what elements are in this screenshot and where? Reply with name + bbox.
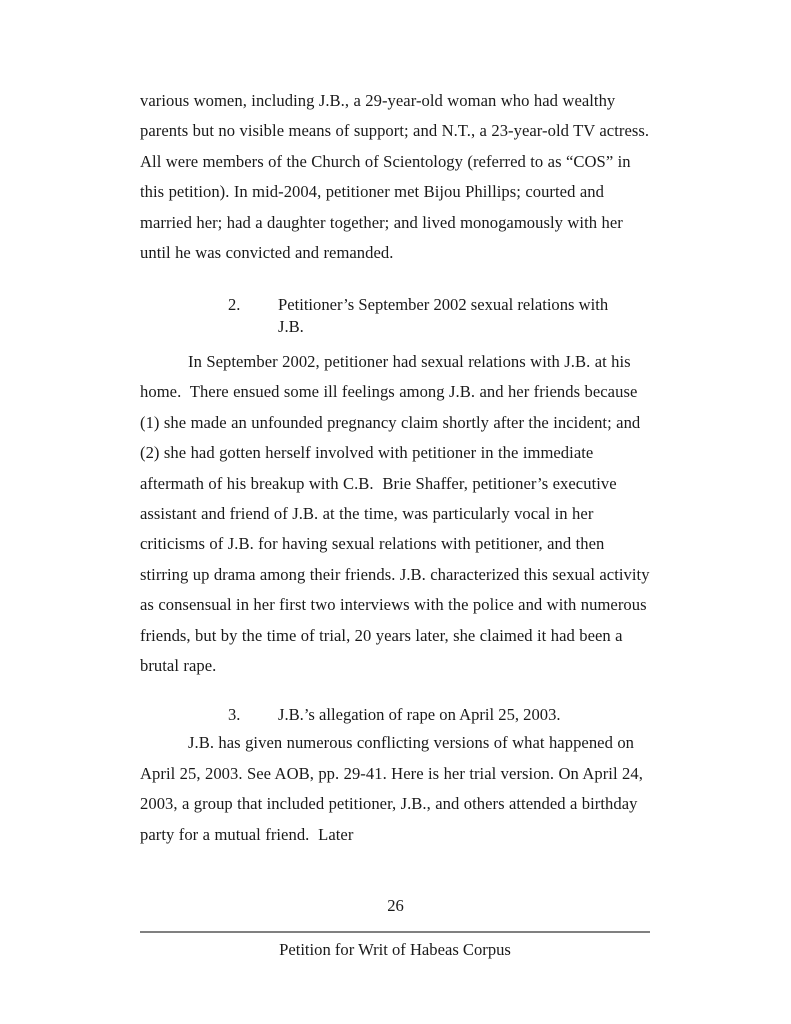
section-title-3: J.B.’s allegation of rape on April 25, 2003. <box>278 704 561 724</box>
section-title-2: Petitioner’s September 2002 sexual relations with J.B. <box>278 294 609 337</box>
paragraph-section-2: In September 2002, petitioner had sexual relations with J.B. at his home. There ensued some ill feelings among J.B. and her friends because (1) she made an unfounded pregnancy claim shortly after the incident; and (2) she had gotten herself involved with petitioner in the immediate aftermath of his breakup with C.B. Brie Shaffer, petitioner’s executive assistant and friend of J.B. at the time, was particularly vocal in her criticisms of J.B. for having sexual relations with petitioner, and then stirring up drama among their friends. J.B. characterized this sexual activity as consensual in her first two interviews with the police and with numerous friends, but by the time of trial, 20 years later, she claimed it had been a brutal rape. <box>140 351 654 676</box>
spacer <box>140 269 656 294</box>
section-heading-3 <box>140 704 656 727</box>
section-heading-2 <box>140 294 656 339</box>
spacer <box>140 339 656 347</box>
footer-divider <box>140 931 650 933</box>
spacer <box>140 682 656 704</box>
page-body-content <box>140 86 656 850</box>
paragraph-section-3: J.B. has given numerous conflicting versions of what happened on April 25, 2003. See AOB, pp. 29-41. Here is her trial version. On April 24, 2003, a group that included petitioner, J.B., and others attended a birthday party for a mutual friend. Later <box>140 733 648 844</box>
footer-title: Petition for Writ of Habeas Corpus <box>279 940 511 959</box>
section-number-2: 2. <box>228 294 241 314</box>
section-number-3: 3. <box>228 704 241 724</box>
page-number: 26 <box>387 896 404 915</box>
paragraph-continuation: various women, including J.B., a 29-year-old woman who had wealthy parents but no visible means of support; and N.T., a 23-year-old TV actress. All were members of the Church of Scientology (referred to as “COS” in this petition). In mid-2004, petitioner met Bijou Phillips; courted and married her; had a daughter together; and lived monogamously with her until he was convicted and remanded. <box>140 91 653 263</box>
